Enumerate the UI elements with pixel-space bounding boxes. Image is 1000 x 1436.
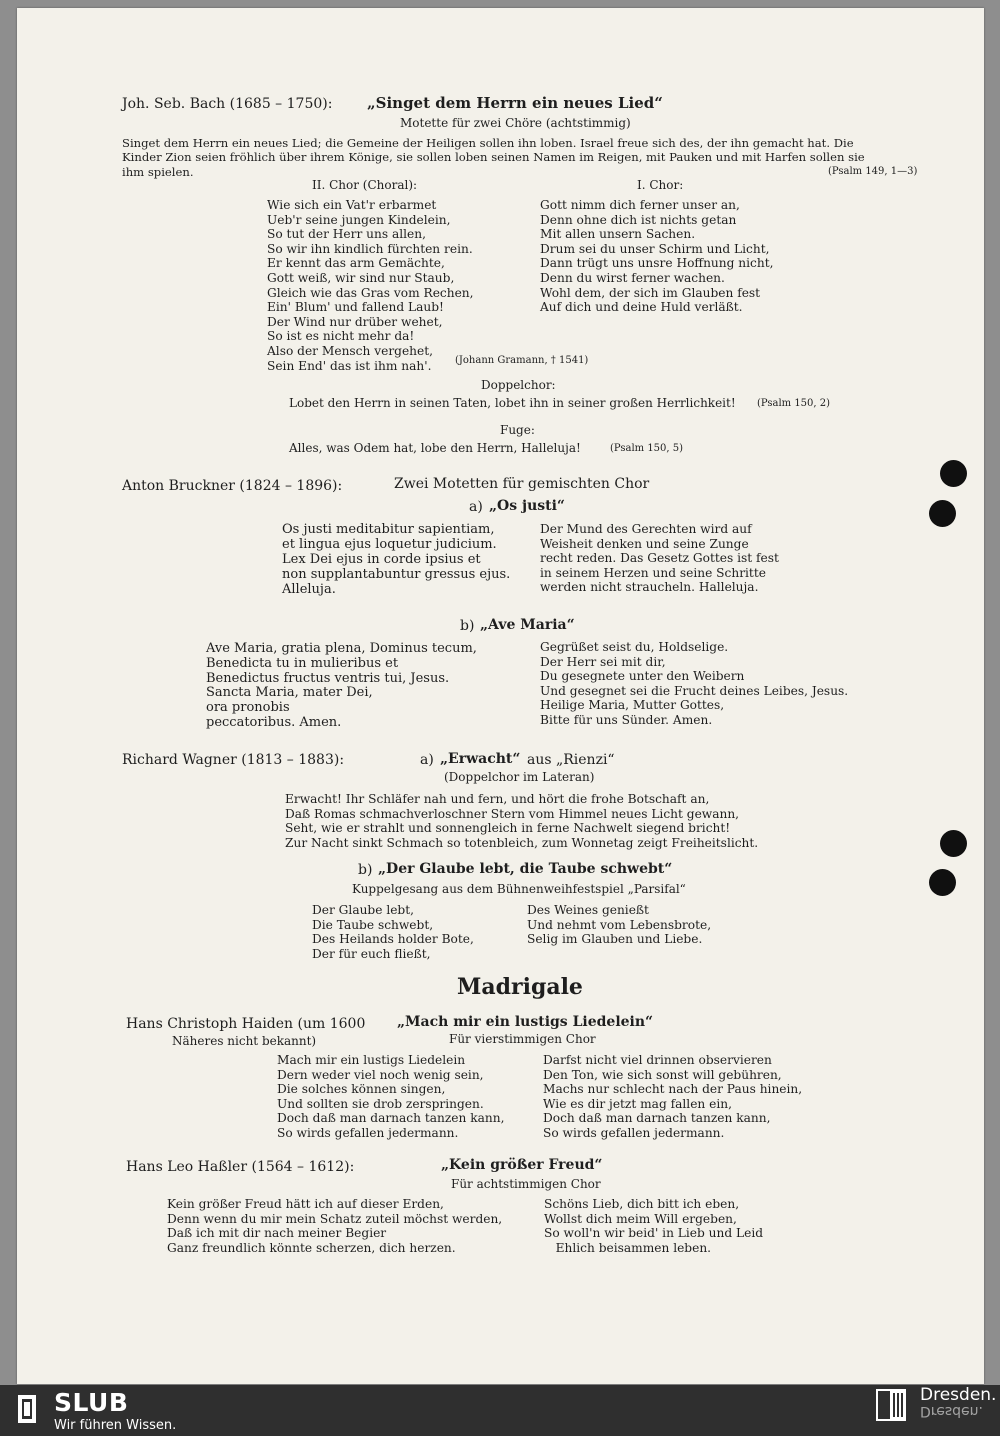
haiden-title: „Mach mir ein lustigs Liedelein“ [397,1014,654,1030]
fuge-heading: Fuge: [500,423,535,437]
ave-maria-latin: Ave Maria, gratia plena, Dominus tecum, Benedicta tu in mulieribus et Benedictus fructus ventris tui, Jesus. Sancta Maria, mater Dei, ora pronobis peccatoribus. Amen. [206,641,477,730]
wagner-a-label: a) [420,752,434,768]
punch-hole [940,460,967,487]
wagner-a-subtitle: (Doppelchor im Lateran) [444,770,595,784]
haiden-subtitle: Für vierstimmigen Chor [449,1032,596,1046]
bruckner-b-label: b) [460,618,475,634]
hasler-title: „Kein größer Freud“ [441,1157,603,1173]
hasler-composer: Hans Leo Haßler (1564 – 1612): [126,1159,355,1175]
wagner-b-title: „Der Glaube lebt, die Taube schwebt“ [378,861,673,877]
haiden-note: Näheres nicht bekannt) [172,1034,317,1048]
wagner-composer: Richard Wagner (1813 – 1883): [122,752,345,768]
bach-intro: Singet dem Herrn ein neues Lied; die Gemeine der Heiligen sollen ihn loben. Israel freue sich des, der ihn gemacht hat. Die Kinder Zion seien fröhlich über ihrem Könige, sie sollen loben seinen Namen im Reigen, mit Pauken und mit Harfen sollen sie ihm spielen. [122,136,865,179]
erwacht-text: Erwacht! Ihr Schläfer nah und fern, und hört die frohe Botschaft an, Daß Romas schmachverloschner Stern vom Himmel neues Licht gewann, Seht, wie er strahlt und sonnengleich in ferne Nachwelt siegend bricht! Zur Nacht sinkt Schmach so totenbleich, zum Wonnetag zeigt Freiheitslicht. [285,792,759,850]
slub-logo-icon [18,1395,36,1423]
haiden-right: Darfst nicht viel drinnen observieren Den Ton, wie sich sonst will gebühren, Machs nur schlecht nach der Paus hinein, Wie es dir jetzt mag fallen ein, Doch daß man darnach tanzen kann, So wirds gefallen jedermann. [543,1053,803,1140]
wagner-a-title: „Erwacht“ [440,751,521,767]
hasler-right: Schöns Lieb, dich bitt ich eben, Wollst dich meim Will ergeben, So woll'n wir beid' in Lieb und Leid Ehlich beisammen leben. [544,1197,764,1255]
choir2-text: Wie sich ein Vat'r erbarmet Ueb'r seine jungen Kindelein, So tut der Herr uns allen, So wir ihn kindlich fürchten rein. Er kennt das arm Gemächte, Gott weiß, wir sind nur Staub, Gleich wie das Gras vom Rechen, Ein' Blum' und fallend Laub! Der Wind nur drüber wehet, So ist es nicht mehr da! Also der Mensch vergehet, Sein End' das ist ihm nah'. [267,198,474,373]
os-justi-german: Der Mund des Gerechten wird auf Weisheit denken und seine Zunge recht reden. Das Gesetz Gottes ist fest in seinem Herzen und seine Schritte werden nicht straucheln. Halleluja. [540,522,779,595]
bruckner-a-label: a) [469,499,483,515]
doppelchor-heading: Doppelchor: [481,378,556,392]
wagner-b-subtitle: Kuppelgesang aus dem Bühnenweihfestspiel „Parsifal“ [352,882,686,896]
os-justi-latin: Os justi meditabitur sapientiam, et lingua ejus loquetur judicium. Lex Dei ejus in corde ipsius et non supplantabuntur gressus ejus. Alleluja. [282,522,511,597]
punch-hole [940,830,967,857]
choir1-text: Gott nimm dich ferner unser an, Denn ohne dich ist nichts getan Mit allen unsern Sachen. Drum sei du unser Schirm und Licht, Dann trügt uns unsre Hoffnung nicht, Denn du wirst ferner wachen. Wohl dem, der sich im Glauben fest Auf dich und deine Huld verläßt. [540,198,774,315]
bruckner-b-title: „Ave Maria“ [480,617,575,633]
fuge-ref: (Psalm 150, 5) [610,443,684,454]
bach-title: „Singet dem Herrn ein neues Lied“ [367,94,663,112]
dresden-crest-icon [876,1389,906,1421]
punch-hole [929,869,956,896]
slub-tagline: Wir führen Wissen. [54,1418,177,1433]
bach-composer: Joh. Seb. Bach (1685 – 1750): [122,96,333,112]
parsifal-left: Der Glaube lebt, Die Taube schwebt, Des Heilands holder Bote, Der für euch fließt, [312,903,474,961]
bruckner-composer: Anton Bruckner (1824 – 1896): [122,478,343,494]
wagner-b-label: b) [358,862,373,878]
parsifal-right: Des Weines genießt Und nehmt vom Lebensbrote, Selig im Glauben und Liebe. [527,903,712,947]
ave-maria-german: Gegrüßet seist du, Holdselige. Der Herr sei mit dir, Du gesegnete unter den Weibern Und gesegnet sei die Frucht deines Leibes, Jesus. Heilige Maria, Mutter Gottes, Bitte für uns Sünder. Amen. [540,640,849,727]
fuge-text: Alles, was Odem hat, lobe den Herrn, Halleluja! [289,441,581,455]
punch-hole [929,500,956,527]
dresden-wordmark-mirror: Dresden. [920,1403,983,1419]
wagner-a-from: aus „Rienzi“ [527,752,615,768]
haiden-composer: Hans Christoph Haiden (um 1600 [126,1016,366,1032]
doppelchor-ref: (Psalm 150, 2) [757,398,831,409]
haiden-left: Mach mir ein lustigs Liedelein Dern weder viel noch wenig sein, Die solches können singen, Und sollten sie drob zerspringen. Doch daß man darnach tanzen kann, So wirds gefallen jedermann. [277,1053,505,1140]
dresden-wordmark [920,1386,996,1417]
doppelchor-text: Lobet den Herrn in seinen Taten, lobet ihn in seiner großen Herrlichkeit! [289,396,736,410]
slub-name: SLUB [54,1388,129,1417]
hasler-subtitle: Für achtstimmigen Chor [451,1177,601,1191]
dresden-wordmark-line: Dresden. [920,1385,997,1405]
bach-intro-ref: (Psalm 149, 1—3) [828,166,918,177]
bruckner-a-title: „Os justi“ [489,498,565,514]
choir1-heading: I. Chor: [637,178,684,192]
madrigale-heading: Madrigale [457,974,583,1000]
choir2-author: (Johann Gramann, † 1541) [455,355,589,366]
hasler-left: Kein größer Freud hätt ich auf dieser Erden, Denn wenn du mir mein Schatz zuteil möchst werden, Daß ich mit dir nach meiner Begier Ganz freundlich könnte scherzen, dich herzen. [167,1197,503,1255]
bruckner-title: Zwei Motetten für gemischten Chor [394,476,650,492]
bach-subtitle: Motette für zwei Chöre (achtstimmig) [400,116,631,130]
choir2-heading: II. Chor (Choral): [312,178,418,192]
